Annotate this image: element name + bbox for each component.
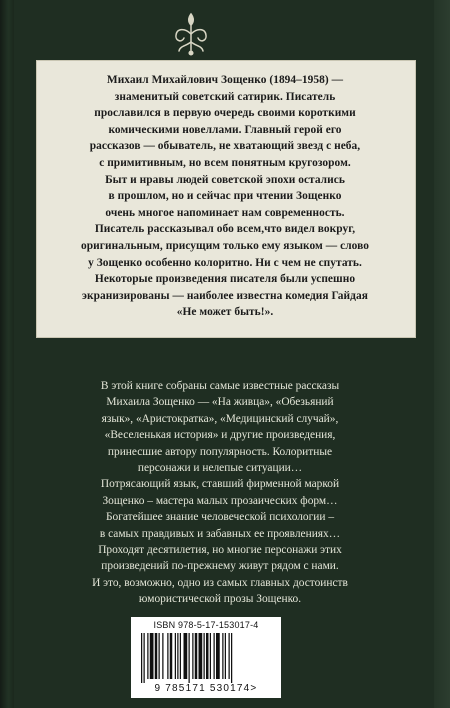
description-line: Зощенко – мастера малых прозаических форм… [102,494,338,507]
blurb-line: Писатель рассказывал обо всем,что видел вокруг, [94,223,356,236]
barcode-bar [222,633,223,679]
blurb-line: знаменитый советский сатирик. Писатель [114,90,336,103]
description-line: юмористической прозы Зощенко. [138,593,302,606]
barcode-bars [141,633,271,683]
barcode-bar [150,633,154,679]
blurb-line: с примитивным, но всем понятным кругозором. [99,156,351,169]
barcode-bar [225,633,226,679]
description-line: персонажи и нелепые ситуации… [137,462,303,475]
barcode-suffix: > [250,683,258,694]
blurb-line: прославился в первую очередь своими короткими [94,107,356,120]
blurb-line: очень многое напоминает нам современность. [105,206,345,219]
description-line: в самых правдивых и забавных ее проявлениях… [99,527,341,540]
barcode-bar [155,633,158,679]
blurb-line: Михаил Михайлович Зощенко (1894–1958) — [106,74,344,86]
barcode-bar [192,633,193,679]
barcode-digits: 9 785171 530174 [154,683,251,694]
blurb-line: в прошлом, но и сейчас при чтении Зощенко [108,190,342,203]
barcode-bar [180,633,181,679]
blurb-line: экранизированы — наиболее известна комедия Гайдая [82,289,368,302]
blurb-line: оригинальным, присущим только ему языком — слово [81,239,369,252]
description-line: Богатейшее знание человеческой психологии – [105,511,335,524]
book-spine [0,0,14,708]
blurb-line: Быт и нравы людей советской эпохи остались [105,173,345,186]
barcode-number [131,683,281,694]
blurb-line: Некоторые произведения писателя были успешно [94,273,356,286]
barcode-bar [144,633,145,683]
description-line: Проходят десятилетия, но многие персонажи этих [98,544,342,557]
barcode-bar [177,633,178,679]
book-description [20,378,420,608]
blurb-line: «Не может быть!». [176,306,274,319]
description-line: «Веселенькая история» и другие произведения, [104,429,336,442]
blurb-line: рассказов — обыватель, не хватающий звезд с неба, [89,140,361,153]
barcode-bar [184,633,188,679]
barcode-bar [216,633,220,679]
description-line: И это, возможно, одно из самых главных достоинств [92,576,348,589]
barcode-bar [167,633,168,679]
description-line: В этой книге собраны самые известные рассказы [100,380,340,392]
barcode-bar [206,633,209,679]
barcode-bar [214,633,215,679]
barcode-bar [141,633,142,683]
barcode-bar [229,633,230,679]
barcode-bar [170,633,173,679]
barcode-label [131,617,281,698]
author-blurb [40,72,410,321]
description-line: Михаила Зощенко — «На живца», «Обезьяний [106,396,334,409]
fleuron-ornament-icon [171,10,211,56]
barcode-bar [204,633,205,679]
isbn-text: ISBN 978-5-17-153017-4 [153,620,259,630]
barcode-bar [210,633,211,679]
description-line: принесшие автору популярность. Колоритные [107,445,333,458]
barcode-bar [159,633,160,679]
barcode-bar [199,633,203,679]
barcode-bar [147,633,148,679]
barcode-bar [195,633,198,679]
cover-edge [434,0,450,708]
description-line: язык», «Аристократка», «Медицинский случай», [101,412,339,425]
blurb-line: комическими новеллами. Главный герой его [108,123,342,136]
barcode-bar [231,633,232,683]
description-line: произведений по-прежнему живут рядом с нами. [101,560,339,573]
description-line: Потрясающий язык, ставший фирменной маркой [100,478,340,491]
barcode-bar [162,633,163,679]
barcode-bar [175,633,176,679]
barcode-bar [189,633,190,683]
blurb-line: у Зощенко особенно колоритно. Ни с чем не спутать. [88,256,362,269]
